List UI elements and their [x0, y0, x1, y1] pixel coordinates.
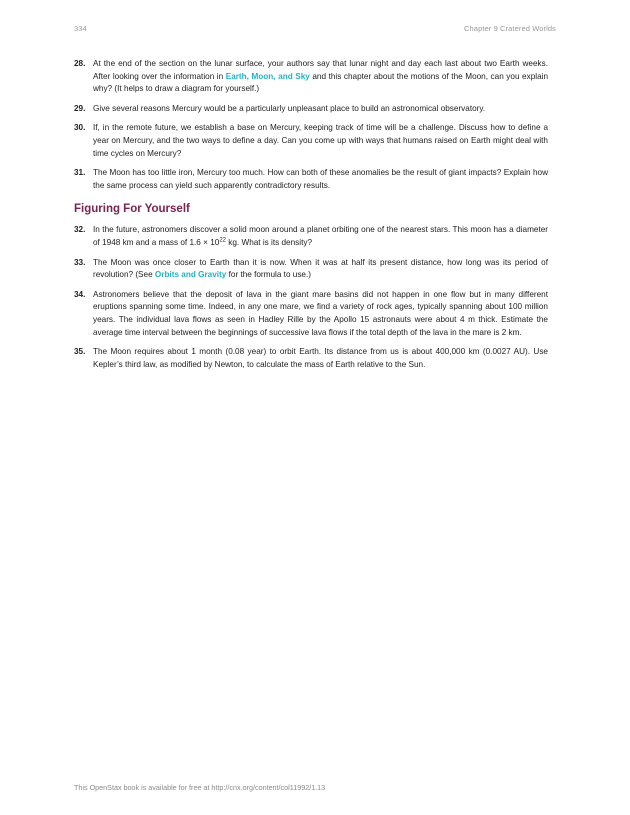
question-30 — [74, 122, 548, 160]
question-29 — [74, 103, 548, 116]
question-text-part: kg. What is its density? — [226, 237, 313, 247]
question-text: Give several reasons Mercury would be a particularly unpleasant place to build an astronomical observatory. — [93, 103, 486, 113]
question-28 — [74, 58, 548, 96]
link-orbits-gravity[interactable]: Orbits and Gravity — [154, 270, 227, 280]
question-text-part: In the future, astronomers discover a solid moon around a planet orbiting one of the nearest stars. This moon has a diameter of 1948 km and a mass of 1.6 × 10 — [93, 225, 548, 247]
question-34 — [74, 289, 548, 339]
question-35 — [74, 346, 548, 371]
footer-note: This OpenStax book is available for free at http://cnx.org/content/col11992/1.13 — [74, 783, 326, 792]
question-text: The Moon has too little iron, Mercury too much. How can both of these anomalies be the result of giant impacts? Explain how the same process can yield such apparently contradictory results. — [93, 168, 548, 190]
page-number: 334 — [74, 24, 87, 33]
question-number: 30. — [74, 123, 86, 133]
exponent: 22 — [219, 237, 226, 244]
page-content — [74, 58, 548, 371]
question-text: Astronomers believe that the deposit of lava in the giant mare basins did not happen in one flow but in many different eruptions spanning some time. Indeed, in any one mare, we find a variety of rock ages, typically spanning about 100 million years. The individual lava flows as seen in Hadley Rille by the Apollo 15 astronauts were about 4 m thick. Estimate the average time interval between the beginnings of successive lava flows if the total depth of the lava in the mare is 2 km. — [93, 289, 548, 337]
section-title: Figuring For Yourself — [74, 203, 190, 216]
question-32 — [74, 224, 548, 249]
chapter-title: Chapter 9 Cratered Worlds — [464, 24, 556, 33]
question-number: 29. — [74, 103, 86, 113]
question-number: 28. — [74, 59, 86, 68]
question-31 — [74, 167, 548, 192]
question-number: 34. — [74, 289, 86, 299]
question-number: 32. — [74, 225, 86, 235]
question-number: 35. — [74, 347, 86, 357]
question-text-part: for the formula to use.) — [226, 270, 311, 280]
question-number: 31. — [74, 168, 86, 178]
question-text-part: and this chapter about the motions of the Moon, can you explain why? (It helps to draw a diagram for yourself.) — [93, 71, 548, 94]
question-text-part: At the end of the section on the lunar surface, your authors say that lunar night and day each last about two Earth weeks. After looking over the information in — [93, 59, 548, 81]
link-earth-moon-sky[interactable]: Earth, Moon, and Sky — [225, 71, 310, 81]
question-text-part: The Moon was once closer to Earth than it is now. When it was at half its present distance, how long was its period of revolution? (See — [93, 257, 548, 280]
question-33 — [74, 257, 548, 282]
question-text: If, in the remote future, we establish a base on Mercury, keeping track of time will be a challenge. Discuss how to define a year on Mercury, and the two ways to define a day. Can you come up with ways that humans raised on Earth might deal with time cycles on Mercury? — [93, 123, 548, 158]
question-number: 33. — [74, 257, 86, 267]
question-text: The Moon requires about 1 month (0.08 year) to orbit Earth. Its distance from us is about 400,000 km (0.0027 AU). Use Kepler’s third law, as modified by Newton, to calculate the mass of Earth relative to the Sun. — [93, 347, 548, 369]
